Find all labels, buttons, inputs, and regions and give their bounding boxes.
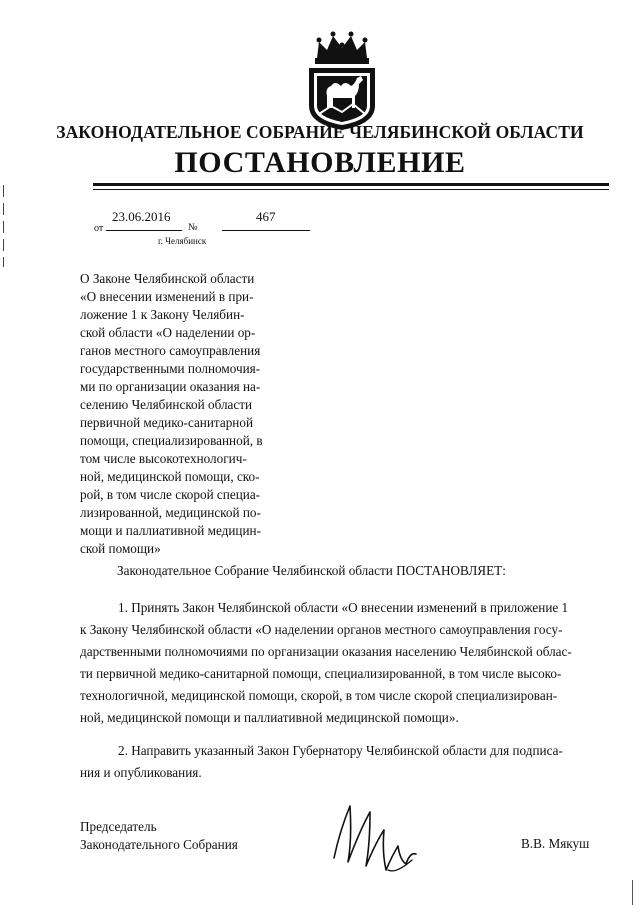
subject-line: ложение 1 к Закону Челябин- bbox=[80, 307, 245, 322]
subject-line: лизированной, медицинской по- bbox=[80, 505, 261, 520]
subject-line: ганов местного самоуправления bbox=[80, 343, 261, 358]
subject-line: том числе высокотехнологич- bbox=[80, 451, 247, 466]
document-number: 467 bbox=[256, 209, 276, 224]
scan-margin-mark bbox=[3, 221, 4, 233]
signatory-title bbox=[80, 818, 238, 854]
number-underline bbox=[222, 230, 310, 231]
handwritten-signature bbox=[326, 800, 426, 880]
signatory-title-line: Председатель bbox=[80, 819, 157, 834]
subject-line: государственными полномочия- bbox=[80, 361, 261, 376]
subject-line: ской области «О наделении ор- bbox=[80, 325, 256, 340]
subject-line: О Законе Челябинской области bbox=[80, 271, 255, 286]
subject-line: рой, в том числе скорой специа- bbox=[80, 487, 261, 502]
subject-line: помощи, специализированной, в bbox=[80, 433, 263, 448]
resolution-paragraph-1 bbox=[80, 597, 608, 729]
resolution-paragraph-2 bbox=[80, 740, 608, 784]
paragraph-line: ной, медицинской помощи и паллиативной медицинской помощи». bbox=[80, 710, 459, 725]
scan-margin-mark bbox=[3, 203, 4, 215]
subject-line: ной, медицинской помощи, ско- bbox=[80, 469, 260, 484]
signatory-title-line: Законодательного Собрания bbox=[80, 837, 238, 852]
date-underline bbox=[106, 230, 182, 231]
number-label: № bbox=[188, 222, 198, 233]
paragraph-line: к Закону Челябинской области «О наделении органов местного самоуправления госу- bbox=[80, 622, 563, 637]
scan-margin-mark bbox=[3, 257, 4, 267]
header-rule-thick bbox=[93, 183, 609, 186]
city-label: г. Челябинск bbox=[158, 236, 207, 246]
document-subject bbox=[80, 270, 280, 558]
scan-margin-mark bbox=[3, 185, 4, 197]
subject-line: селению Челябинской области bbox=[80, 397, 253, 412]
subject-line: «О внесении изменений в при- bbox=[80, 289, 254, 304]
organization-title: ЗАКОНОДАТЕЛЬНОЕ СОБРАНИЕ ЧЕЛЯБИНСКОЙ ОБЛАСТИ bbox=[56, 122, 584, 142]
paragraph-line: 1. Принять Закон Челябинской области «О внесении изменений в приложение 1 bbox=[118, 600, 569, 615]
subject-line: мощи и паллиативной медицин- bbox=[80, 523, 261, 538]
document-type-heading: ПОСТАНОВЛЕНИЕ bbox=[174, 146, 466, 179]
paragraph-line: ти первичной медико-санитарной помощи, специализированной, в том числе высоко- bbox=[80, 666, 562, 681]
document-date: 23.06.2016 bbox=[112, 209, 171, 224]
scan-margin-mark bbox=[632, 880, 633, 905]
paragraph-line: 2. Направить указанный Закон Губернатору Челябинской области для подписа- bbox=[118, 743, 563, 758]
subject-line: ми по организации оказания на- bbox=[80, 379, 261, 394]
scan-margin-mark bbox=[3, 239, 4, 251]
paragraph-line: ния и опубликования. bbox=[80, 765, 202, 780]
date-label: от bbox=[94, 223, 104, 234]
signatory-name: В.В. Мякуш bbox=[521, 836, 590, 851]
coat-of-arms-emblem bbox=[297, 28, 387, 132]
header-rule-thin bbox=[93, 189, 609, 190]
paragraph-line: технологичной, медицинской помощи, скорой, в том числе скорой специализирован- bbox=[80, 688, 558, 703]
subject-line: первичной медико-санитарной bbox=[80, 415, 254, 430]
resolution-preamble: Законодательное Собрание Челябинской области ПОСТАНОВЛЯЕТ: bbox=[117, 563, 506, 578]
subject-line: ской помощи» bbox=[80, 541, 161, 556]
paragraph-line: дарственными полномочиями по организации оказания населению Челябинской облас- bbox=[80, 644, 572, 659]
